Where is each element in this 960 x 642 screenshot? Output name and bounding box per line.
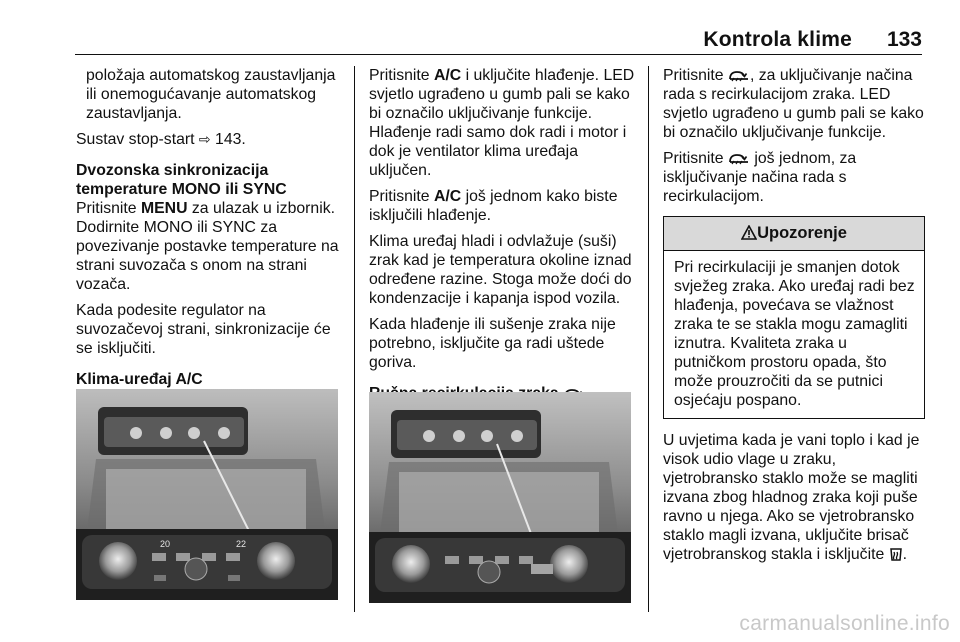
windshield-defrost-icon [889,546,903,562]
paragraph: Pritisnite A/C još jednom kako biste isključili hlađenje. [369,188,618,224]
paragraph: položaja automatskog zaustavljanja ili onemogućavanje automatskog zaustavljanja. [86,67,336,122]
watermark: carmanualsonline.info [739,612,950,635]
paragraph: Kada podesite regulator na suvozačevoj strani, sinkronizacije će se isključiti. [76,302,331,357]
recirculation-icon [728,152,750,166]
paragraph: Pritisnite A/C i uključite hlađenje. LED svjetlo ugrađeno u gumb pali se kako bi označilo uključivanje funkcije. Hlađenje radi samo dok radi i motor i dok je ventilator klima uređaja uključen. [369,67,635,179]
column-divider [648,66,649,612]
paragraph: Sustav stop-start ⇨ 143. [76,131,246,148]
paragraph: Kada hlađenje ili sušenje zraka nije potrebno, isključite ga radi uštede goriva. [369,316,616,371]
reference-arrow-icon: ⇨ [198,131,211,147]
header-divider [75,54,922,55]
warning-header: Upozorenje [664,217,924,251]
recirculation-icon [728,69,750,83]
section-heading: Dvozonska sinkronizacija temperature MONO ili SYNC [76,162,287,198]
warning-box [663,216,925,419]
paragraph: Pritisnite MENU za ulazak u izbornik. Dodirnite MONO ili SYNC za povezivanje postavke temperature na strani suvozača s onom na strani vozača. [76,200,339,293]
column-1 [76,66,344,396]
page-number: 133 [886,28,922,51]
panel-temperature-left: 20 [160,539,171,549]
climate-panel-image [76,389,338,600]
climate-panel-figure [76,389,338,600]
warning-triangle-icon [741,225,757,240]
warning-text: Pri recirkulaciji je smanjen dotok svježeg zraka. Ako uređaj radi bez hlađenja, povećava se vlažnost zraka te se stakla mogu zamagliti iznutra. Kvaliteta zraka u putničkom prostoru opada, što može prouzročiti da se putnici osjećaju pospano. [674,259,915,409]
climate-panel-image [369,392,631,603]
column-2 [369,66,637,410]
column-divider [354,66,355,612]
page-title: Kontrola klime [703,28,852,51]
paragraph: Klima uređaj hladi i odvlažuje (suši) zrak kad je temperatura okoline iznad određene razine. Stoga može doći do kondenzacije i kapanja ispod vozila. [369,233,632,307]
paragraph: Pritisnite još jednom, za isključivanje načina rada s recirkulacijom. [663,150,857,205]
paragraph: U uvjetima kada je vani toplo i kad je visok udio vlage u zraku, vjetrobransko staklo može se magliti izvana zbog hladnog zraka koji puše ravno u njega. Ako se vjetrobransko staklo magli izvana, uključite brisač vjetrobranskog stakla i isključite . [663,432,920,563]
column-3 [663,66,925,571]
paragraph: Pritisnite , za uključivanje načina rada s recirkulacijom zraka. LED svjetlo ugrađeno u gumb pali se kako bi označilo uključivanje funkcije. [663,67,924,141]
section-heading: Klima-uređaj A/C [76,371,203,388]
panel-temperature-right: 22 [236,539,247,549]
climate-panel-figure [369,392,631,603]
